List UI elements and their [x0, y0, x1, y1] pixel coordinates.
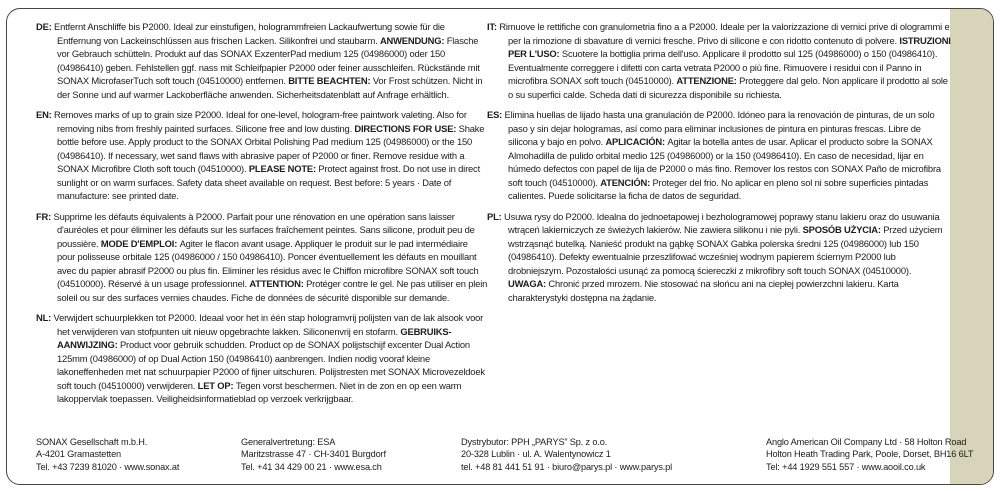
- paragraph-fr: [36, 210, 488, 305]
- paragraph-en: [36, 108, 488, 203]
- body-text: Removes marks of up to grain size P2000. Ideal for one-level, hologram-free paintwork valeting. Also for removing nibs from freshly painted surfaces. Silicone free and low dusting.: [54, 109, 467, 134]
- body-text: Protect against frost. Do not use in direct sunlight or on warm surfaces. Safety data sheet available on request. Best before: 5 years · Date of manufacture: see printed date.: [57, 163, 480, 201]
- section-header: ATTENZIONE:: [676, 75, 740, 86]
- body-text: Protéger contre le gel. Ne pas utiliser en plein soleil ou sur des surfaces vernies chaudes. Fiche de données de sécurité disponible sur demande.: [57, 278, 488, 303]
- language-code-label: EN:: [36, 109, 55, 120]
- section-header: MODE D'EMPLOI:: [100, 237, 180, 249]
- paragraph-it: [487, 20, 951, 101]
- paragraph-pl: [487, 210, 951, 305]
- product-instruction-label: [6, 8, 994, 485]
- body-text: Chronić przed mrozem. Nie stosować na słońcu ani na ciepłej powierzchni lakieru. Karta charakterystyki dostępna na żądanie.: [508, 278, 899, 303]
- body-text: Proteggere dal gelo. Non applicare il prodotto al sole o su superfici calde. Scheda dati di sicurezza disponibile su richiesta.: [508, 75, 948, 100]
- body-text: Rimuove le rettifiche con granulometria fino a a P2000. Ideale per la valorizzazione di vernici prive di ologrammi e per la rimozione di sbavature di vernici fresche. Privo di silicone e con ridotto contenuto di polvere.: [499, 21, 950, 46]
- section-header: SPOSÓB UŻYCIA:: [802, 224, 884, 235]
- section-header: DIRECTIONS FOR USE:: [354, 122, 459, 134]
- section-header: ANWENDUNG:: [379, 34, 447, 46]
- section-header: BITTE BEACHTEN:: [288, 75, 373, 86]
- address-line: tel. +48 81 441 51 91 · biuro@parys.pl · www.parys.pl: [461, 461, 673, 472]
- address-line: Tel: +44 1929 551 557 · www.aooil.co.uk: [766, 461, 926, 472]
- section-header: ATENCIÓN:: [600, 176, 653, 188]
- address-line: Anglo American Oil Company Ltd · 58 Holton Road: [766, 437, 967, 447]
- body-text: Elimina huellas de lijado hasta una granulación de P2000. Idóneo para la renovación de pinturas, de un solo paso y sin dejar hologramas, así como para eliminar inclusiones de pintura en pinturas frescas. Libre de silicona y bajo en polvo.: [504, 109, 935, 147]
- footer-addresses: [7, 436, 993, 480]
- address-line: A-4201 Gramastetten: [36, 449, 121, 460]
- paragraph-nl: [36, 311, 488, 406]
- address-block-manufacturer-austria: [36, 436, 179, 473]
- body-text: Tegen vorst beschermen. Niet in de zon en op een warm lakoppervlak toepassen. Veiligheidsinformatieblad op verzoek verkrijgbaar.: [57, 379, 462, 404]
- section-header: APLICACIÓN:: [605, 136, 668, 147]
- body-text: Product voor gebruik schudden. Product op de SONAX polijstschijf excenter Dual Action 125mm (04986000) of op Dual Action 150 (04986410) aanbrengen. Indien nodig vooraf kleine lakoneffenheden met nat schuurpapier P2000 of fijner uitschuren. Polijstresten met SONAX Microvezeldoek soft touch (04510000) verwijderen.: [57, 339, 485, 391]
- body-text: Agitar la botella antes de usar. Aplicar el producto sobre la SONAX Almohadilla de pulido orbital medio 125 (04986000) or la 150 (04986410). En caso de necesidad, lijar en húmedo defectos con papel de lija de P2000 o más fino. Remover los restos con SONAX Paño de microfibra soft touch (04510000).: [508, 136, 941, 188]
- section-header: PLEASE NOTE:: [248, 163, 319, 174]
- section-header: UWAGA:: [508, 278, 549, 289]
- body-text: Agiter le flacon avant usage. Appliquer le produit sur le pad intermédiaire pour polisseuse orbitale 125 (04986000 / 150 04986410). Poncer éventuellement les défauts en mouillant avec du papier abrasif P2000 ou plus fin. Eliminer les résidus avec le Chiffon microfibre SONAX soft touch (04510000). Réservé à un usage professionnel.: [57, 237, 479, 289]
- paragraph-de: [36, 20, 488, 101]
- address-block-distributor-switzerland: [241, 436, 386, 473]
- address-line: Tel. +43 7239 81020 · www.sonax.at: [36, 461, 180, 472]
- language-code-label: IT:: [487, 21, 500, 32]
- paragraph-es: [487, 108, 951, 203]
- body-text: Usuwa rysy do P2000. Idealna do jednoetapowej i bezhologramowej poprawy stanu lakieru oraz do usuwania wtrąceń lakierniczych ze świeżych lakierów. Nie zawiera silikonu i nie pyli.: [504, 210, 940, 235]
- address-line: 20-328 Lublin · ul. A. Walentynowicz 1: [461, 449, 611, 460]
- section-header: LET OP:: [197, 379, 236, 391]
- address-line: Dystrybutor: PPH „PARYS” Sp. z o.o.: [461, 437, 608, 447]
- section-header: GEBRUIKS-AANWIJZING:: [57, 325, 452, 350]
- language-code-label: DE:: [36, 21, 55, 32]
- beige-edge-stripe: [950, 9, 993, 484]
- address-line: Maritzstrasse 47 · CH-3401 Burgdorf: [241, 449, 386, 460]
- body-text: Entfernt Anschliffe bis P2000. Ideal zur einstufigen, hologrammfreien Lackaufwertung sowie für die Entfernung von Lackeinschlüssen aus frischen Lacken. Silikonfrei und staubarm.: [54, 21, 445, 46]
- text-column-right: [487, 20, 951, 311]
- section-header: ISTRUZIONI PER L'USO:: [508, 34, 951, 59]
- body-text: Proteger del frio. No aplicar en pleno sol ni sobre superficies pintadas calientes. Puede solicitarse la ficha de datos de seguridad.: [508, 176, 929, 201]
- body-text: Przed użyciem wstrząsnąć butelką. Nanieść produkt na gąbkę SONAX Gabka polerska średni 125 (04986000) lub 150 (04986410). Defekty ewentualnie przeszlifować wcześniej wodnym papierem ściernym P2000 lub drobniejszym. Pozostałości usunąć za pomocą ściereczki z mikrofibry soft touch SONAX (04510000).: [508, 224, 943, 276]
- body-text: Scuotere la bottiglia prima dell'uso. Applicare il prodotto sul 125 (04986000) o 150 (04986410). Eventualmente correggere i difetti con carta vetrata P2000 o più fine. Rimuovere i residui con il Panno in microfibra SONAX soft touch (04510000).: [508, 48, 938, 86]
- body-text: Flasche vor Gebrauch schütteln. Produkt auf das SONAX ExzenterPad medium 125 (04986000) oder 150 (04986410) geben. Fehlstellen ggf. nass mit Schleifpapier P2000 oder feiner ausschleifen. Rückstände mit SONAX MicrofaserTuch soft touch (04510000) entfernen.: [57, 34, 480, 86]
- address-line: Generalvertretung: ESA: [241, 437, 336, 447]
- address-block-distributor-poland: [461, 436, 672, 473]
- address-line: Tel. +41 34 429 00 21 · www.esa.ch: [241, 461, 382, 472]
- body-text: Vor Frost schützen. Nicht in der Sonne und auf warmer Lackoberfläche anwenden. Sicherheitsdatenblatt auf Anfrage erhältlich.: [57, 75, 483, 100]
- language-code-label: FR:: [36, 210, 54, 222]
- language-code-label: PL:: [487, 210, 504, 222]
- body-text: Verwijdert schuurplekken tot P2000. Ideaal voor het in één stap hologramvrij polijsten van de lak alsook voor het verwijderen van stofpunten uit nieuw opgebrachte lakken. Siliconenvrij en stofarm.: [53, 312, 484, 337]
- language-code-label: NL:: [36, 312, 54, 323]
- body-text: Supprime les défauts équivalents à P2000. Parfait pour une rénovation en une opération sans laisser d'auréoles et pour éliminer les défauts sur les surfaces fraîchement peintes. Sans silicone, produit peu de poussière.: [53, 210, 475, 249]
- text-column-left: [36, 20, 488, 413]
- address-line: Holton Heath Trading Park, Poole, Dorset, BH16 6LT: [766, 449, 974, 460]
- section-header: ATTENTION:: [249, 278, 307, 289]
- body-text: Shake bottle before use. Apply product to the SONAX Orbital Polishing Pad medium 125 (04986000) or the 150 (04986410). If necessary, wet sand flaws with abrasive paper of P2000 or finer. Remove residue with a SONAX Microfibre Cloth soft touch (04510000).: [57, 122, 485, 174]
- language-code-label: ES:: [487, 109, 505, 120]
- address-line: SONAX Gesellschaft m.b.H.: [36, 437, 148, 447]
- address-block-distributor-uk: [766, 436, 973, 473]
